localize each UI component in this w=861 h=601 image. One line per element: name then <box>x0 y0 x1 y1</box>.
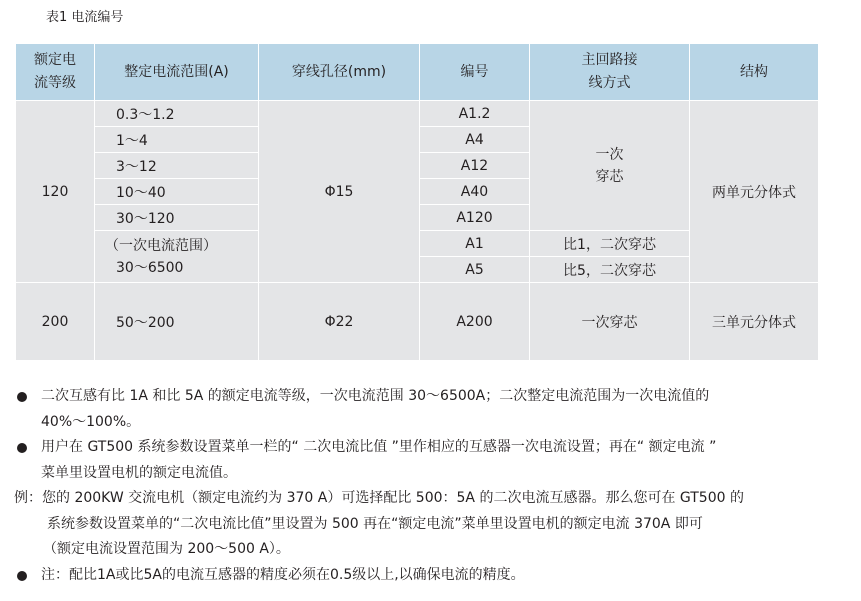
example-line1: 例：您的 200KW 交流电机（额定电流约为 370 A）可选择配比 500：5A 的二次电流互感器。那么您可在 GT500 的 <box>14 490 744 506</box>
hole-22-cell: Φ22 <box>259 283 420 361</box>
code-cell: A4 <box>420 127 530 153</box>
wiring-primary-line2: 穿芯 <box>595 168 624 185</box>
code-cell: A12 <box>420 153 530 179</box>
note1-line2: 40%～100%。 <box>41 414 141 430</box>
wiring-primary-line1: 一次 <box>595 146 624 163</box>
current-code-table <box>15 43 819 361</box>
hole-15-cell: Φ15 <box>259 101 420 283</box>
range-cell: 50～200 <box>95 283 259 361</box>
code-cell: A40 <box>420 179 530 205</box>
code-cell: A1.2 <box>420 101 530 127</box>
table-caption: 表1 电流编号 <box>46 10 124 25</box>
wiring-primary-cell <box>530 101 690 231</box>
code-cell: A1 <box>420 231 530 257</box>
primary-range-note-line1: （一次电流范围） <box>105 237 217 254</box>
range-cell: 10～40 <box>95 179 259 205</box>
bullet-icon <box>17 571 27 581</box>
range-cell: 1～4 <box>95 127 259 153</box>
example-line2: 系统参数设置菜单的“二次电流比值”里设置为 500 再在“额定电流”菜单里设置电机的额定电流 370A 即可 <box>47 516 703 532</box>
header-code: 编号 <box>420 44 530 101</box>
note3-line: 注：配比1A或比5A的电流互感器的精度必须在0.5级以上,以确保电流的精度。 <box>41 567 525 583</box>
header-wiring-line1: 主回路接 <box>581 52 638 68</box>
note2-line2: 菜单里设置电机的额定电流值。 <box>41 465 237 481</box>
range-cell: 3～12 <box>95 153 259 179</box>
code-cell: A120 <box>420 205 530 231</box>
header-rated-current <box>16 44 95 101</box>
header-structure: 结构 <box>690 44 819 101</box>
header-wiring-method <box>530 44 690 101</box>
header-hole-diameter: 穿线孔径(mm) <box>259 44 420 101</box>
wiring-ratio5-cell: 比5，二次穿芯 <box>530 257 690 283</box>
wiring-ratio1-cell: 比1，二次穿芯 <box>530 231 690 257</box>
primary-range-note-cell <box>95 231 259 283</box>
structure-two-unit-cell: 两单元分体式 <box>690 101 819 283</box>
note2-line1: 用户在 GT500 系统参数设置菜单一栏的“ 二次电流比值 ”里作相应的互感器一次电流设置；再在“ 额定电流 ” <box>41 439 717 455</box>
rated-120-cell: 120 <box>16 101 95 283</box>
table-header-row <box>16 44 819 101</box>
header-setting-range: 整定电流范围(A) <box>95 44 259 101</box>
header-rated-current-line2: 流等级 <box>34 75 76 91</box>
structure-three-unit-cell: 三单元分体式 <box>690 283 819 361</box>
code-cell: A5 <box>420 257 530 283</box>
wiring-cell: 一次穿芯 <box>530 283 690 361</box>
header-wiring-line2: 线方式 <box>588 75 631 91</box>
table-row <box>16 101 819 127</box>
bullet-icon <box>17 392 27 402</box>
range-cell: 0.3～1.2 <box>95 101 259 127</box>
note1-line1: 二次互感有比 1A 和比 5A 的额定电流等级，一次电流范围 30～6500A；二次整定电流范围为一次电流值的 <box>41 388 710 404</box>
table-row <box>16 283 819 361</box>
example-line3: （额定电流设置范围为 200～500 A）。 <box>43 541 290 557</box>
primary-range-note-line2: 30～6500 <box>116 259 184 276</box>
range-cell: 30～120 <box>95 205 259 231</box>
code-cell: A200 <box>420 283 530 361</box>
rated-200-cell: 200 <box>16 283 95 361</box>
header-rated-current-line1: 额定电 <box>34 52 76 68</box>
bullet-icon <box>17 443 27 453</box>
